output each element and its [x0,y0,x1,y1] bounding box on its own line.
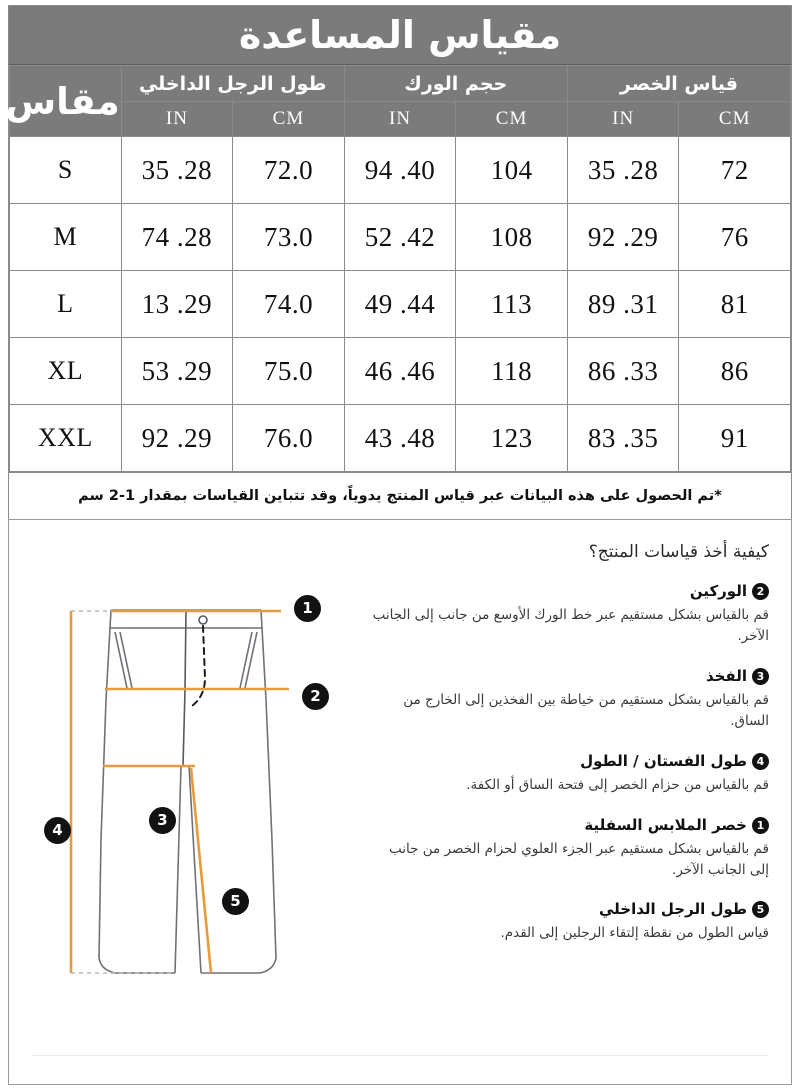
table-row [10,137,791,204]
measurement-guide-block [8,519,792,1085]
cell-size: XXL [10,405,122,472]
diagram-marker-5: 5 [222,888,249,915]
size-table-group-header-row [10,66,791,102]
step-number-badge: 5 [752,901,769,918]
cell-size: M [10,204,122,271]
unit-hip-in: IN [344,102,456,137]
cell-inseam-cm: 75.0 [233,338,345,405]
cell-size: XL [10,338,122,405]
cell-hip-cm: 104 [456,137,568,204]
unit-hip-cm: CM [456,102,568,137]
guide-heading: كيفية أخذ قياسات المنتج؟ [588,542,769,562]
cell-hip-cm: 118 [456,338,568,405]
cell-waist-in: 31. 89 [567,271,679,338]
step-title [369,900,769,918]
cell-waist-cm: 72 [679,137,791,204]
measure-line-inseam [191,768,211,973]
step-title [369,752,769,770]
cell-waist-cm: 91 [679,405,791,472]
measurement-steps-list [369,582,769,964]
unit-inseam-cm: CM [233,102,345,137]
cell-hip-in: 46. 46 [344,338,456,405]
table-row [10,271,791,338]
unit-inseam-in: IN [121,102,233,137]
cell-inseam-in: 28. 35 [121,137,233,204]
step-number-badge: 1 [752,817,769,834]
step-description: قياس الطول من نقطة إلتقاء الرجلين إلى القدم. [500,925,769,942]
cell-waist-cm: 86 [679,338,791,405]
cell-hip-in: 40. 94 [344,137,456,204]
step-title [369,667,769,685]
cell-inseam-cm: 76.0 [233,405,345,472]
cell-waist-cm: 81 [679,271,791,338]
column-header-size: مقاس [10,66,122,137]
table-row [10,338,791,405]
cell-waist-in: 29. 92 [567,204,679,271]
pants-diagram [23,570,353,1050]
cell-hip-cm: 108 [456,204,568,271]
measurement-footnote: *تم الحصول على هذه البيانات عبر قياس المنتج يدوياً، وقد تتباين القياسات بمقدار 1-2 سم [9,472,791,536]
cell-hip-cm: 113 [456,271,568,338]
cell-inseam-cm: 72.0 [233,137,345,204]
diagram-marker-3: 3 [149,807,176,834]
cell-size: L [10,271,122,338]
step-title-text: الوركين [689,582,747,600]
column-group-waist: قياس الخصر [567,66,790,102]
size-table-head [5,66,791,137]
cell-inseam-in: 29. 92 [121,405,233,472]
cell-inseam-cm: 73.0 [233,204,345,271]
fly-dashed-line [189,626,205,708]
cell-waist-in: 28. 35 [567,137,679,204]
step-number-badge: 3 [752,668,769,685]
cell-hip-in: 48. 43 [344,405,456,472]
cell-inseam-cm: 74.0 [233,271,345,338]
cell-waist-cm: 76 [679,204,791,271]
button-icon [199,616,207,624]
cell-hip-in: 42. 52 [344,204,456,271]
unit-waist-cm: CM [679,102,791,137]
unit-waist-in: IN [567,102,679,137]
table-row [10,405,791,472]
cell-size: S [10,137,122,204]
list-item [369,582,769,647]
step-title [369,816,769,834]
size-table [5,65,791,472]
step-number-badge: 2 [752,583,769,600]
step-description: قم بالقياس بشكل مستقيم عبر خط الورك الأوسع من جانب إلى الجانب الآخر. [372,607,769,644]
step-title-text: خصر الملابس السفلية [584,815,747,834]
cell-waist-in: 35. 83 [567,405,679,472]
size-table-unit-header-row [10,102,791,137]
bottom-divider [32,1055,768,1056]
cell-waist-in: 33. 86 [567,338,679,405]
diagram-marker-1: 1 [294,595,321,622]
list-item [369,816,769,881]
list-item [369,752,769,796]
cell-inseam-in: 29. 53 [121,338,233,405]
list-item [369,667,769,732]
column-group-inseam: طول الرجل الداخلي [121,66,344,102]
diagram-marker-2: 2 [302,683,329,710]
diagram-marker-4: 4 [44,817,71,844]
step-description: قم بالقياس من حزام الخصر إلى فتحة الساق أو الكفة. [466,776,769,793]
step-number-badge: 4 [752,753,769,770]
step-title [369,582,769,600]
step-description: قم بالقياس بشكل مستقيم عبر الجزء العلوي لحزام الخصر من جانب إلى الجانب الآخر. [389,840,769,878]
page-title: مقياس المساعدة [9,6,791,65]
cell-hip-cm: 123 [456,405,568,472]
cell-inseam-in: 28. 74 [121,204,233,271]
list-item [369,900,769,944]
step-title-text: طول الفستان / الطول [580,751,747,770]
size-table-block [5,5,792,537]
size-table-body [10,137,791,472]
step-title-text: الفخذ [705,666,747,685]
cell-hip-in: 44. 49 [344,271,456,338]
step-description: قم بالقياس بشكل مستقيم من خياطة بين الفخذين إلى الخارج من الساق. [403,691,769,729]
column-group-hip: حجم الورك [344,66,567,102]
pants-illustration-icon [23,570,353,1050]
table-row [10,204,791,271]
cell-inseam-in: 29. 13 [121,271,233,338]
step-title-text: طول الرجل الداخلي [599,900,747,919]
